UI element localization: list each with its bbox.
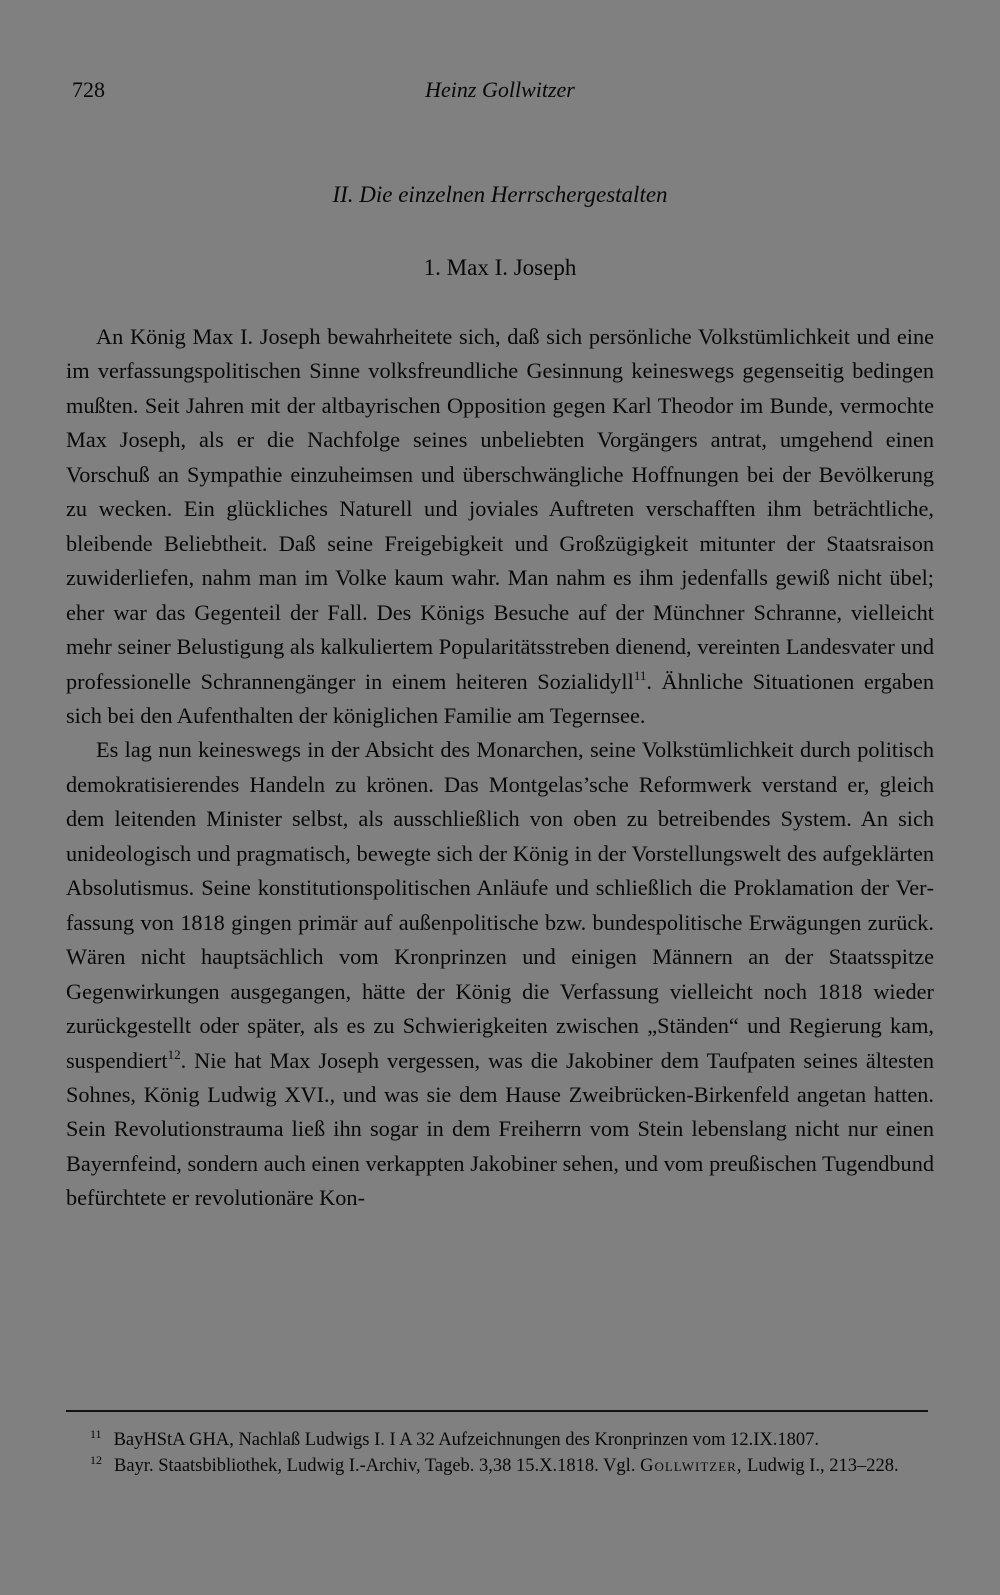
footnote-mark-12[interactable]: 12: [167, 1046, 181, 1062]
running-head: Heinz Gollwitzer: [425, 77, 575, 102]
body-text: [66, 320, 934, 1216]
paragraph-1: [66, 320, 934, 733]
footnote-number: 11: [90, 1427, 102, 1441]
footnote-number: 12: [90, 1453, 102, 1467]
paragraph-2: [66, 733, 934, 1215]
footnote-divider: [66, 1410, 928, 1412]
footnote-text: Bayr. Staatsbibliothek, Ludwig I.-Archiv, Tageb. 3,38 15.X.1818. Vgl.: [114, 1456, 636, 1476]
footnotes: [66, 1427, 934, 1479]
footnote-text: BayHStA GHA, Nachlaß Ludwigs I. I A 32 Aufzeichnungen des Kronprinzen vom 12.IX.1807.: [113, 1430, 820, 1450]
sub-heading: 1. Max I. Joseph: [423, 255, 577, 280]
paragraph-1-text-end: . Ähnliche Situationen ergaben sich bei den Aufenthalten der königlichen Familie am Tegernsee.: [66, 668, 935, 728]
paragraph-2-text: Es lag nun keineswegs in der Absicht des Monarchen, seine Volkstümlichkeit durch politisch demokratisierendes Handeln zu krönen. Das Montgelas’sche Reformwerk verstand er, gleich dem leitenden Minister selbst, als ausschließlich von oben zu betreibendes System. An sich unideologisch und pragmatisch, bewegte sich der König in der Vorstellungswelt des aufgeklärten Absolutismus. Seine konstitutionspolitischen Anläufe und schließlich die Proklamation der Verfassung von 1818 gingen primär auf außenpolitische bzw. bundespolitische Erwägungen zurück. Wären nicht hauptsächlich vom Kronprinzen und einigen Männern an der Staatsspitze Gegenwirkungen ausgegangen, hätte der König die Verfassung vielleicht noch 1818 wieder zurückgestellt oder später, als es zu Schwierigkeiten zwischen „Ständen“ und Regierung kam, suspendiert: [66, 737, 934, 1073]
page-number: 728: [72, 77, 105, 102]
paragraph-2-text-end: . Nie hat Max Joseph vergessen, was die Jakobiner dem Taufpaten seines ältesten Sohnes, König Ludwig XVI., und was sie dem Hause Zweibrücken-Birkenfeld angetan hatten. Sein Revolutionstrauma ließ ihn sogar in dem Freiherrn vom Stein lebenslang nicht nur einen Bayernfeind, sondern auch einen verkappten Jakobiner sehen, und vom preußischen Tugendbund befürchtete er revolutionäre Kon-: [66, 1047, 934, 1211]
footnote-12: [66, 1453, 934, 1479]
footnote-mark-11[interactable]: 11: [633, 667, 647, 683]
footnote-11: [66, 1427, 934, 1453]
section-heading: II. Die einzelnen Herrschergestalten: [332, 182, 668, 207]
footnote-author: Gollwitzer,: [640, 1456, 743, 1476]
paragraph-1-text: An König Max I. Joseph bewahrheitete sich, daß sich persönliche Volkstümlichkeit und eine im verfassungspolitischen Sinne volksfreundliche Gesinnung keineswegs gegenseitig bedingen mußten. Seit Jahren mit der altbayrischen Opposition gegen Karl Theodor im Bunde, vermochte Max Joseph, als er die Nachfolge seines unbeliebten Vorgängers antrat, umgehend einen Vorschuß an Sympathie einzuheimsen und überschwängliche Hoffnungen bei der Bevölkerung zu wecken. Ein glückliches Naturell und joviales Auftreten verschafften ihm beträchtliche, bleibende Beliebtheit. Daß seine Freigebigkeit und Großzügigkeit mitunter der Staatsraison zuwiderliefen, nahm man im Volke kaum wahr. Man nahm es ihm jedenfalls gewiß nicht übel; eher war das Gegenteil der Fall. Des Königs Besuche auf der Münchner Schranne, vielleicht mehr seiner Belustigung als kalkuliertem Popularitätsstreben dienend, vereinten Landesvater und professionelle Schrannengänger in einem heiteren Sozialidyll: [66, 324, 934, 694]
footnote-text-end: Ludwig I., 213–228.: [747, 1456, 899, 1476]
